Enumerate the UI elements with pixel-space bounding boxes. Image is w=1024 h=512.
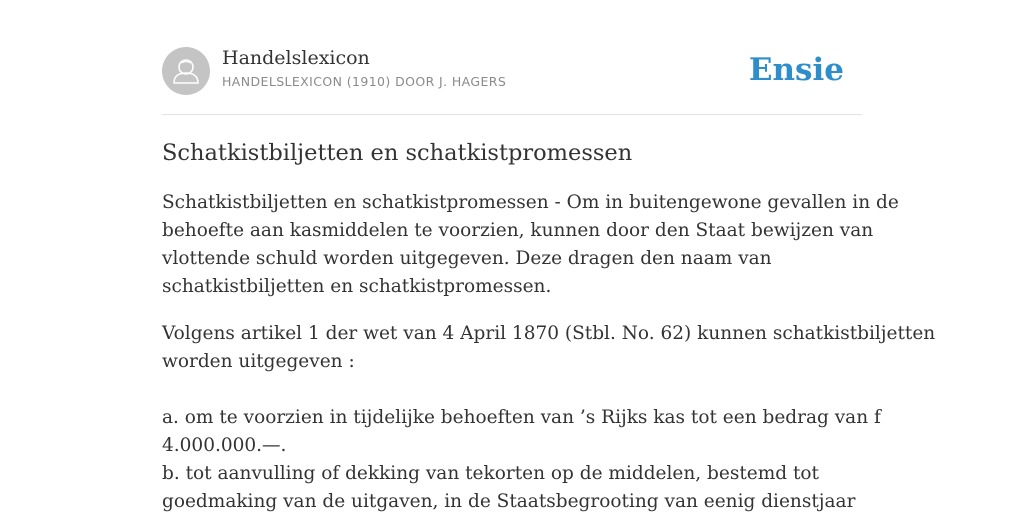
- list-line: b. tot aanvulling of dekking van tekorten op de middelen, bestemd tot: [162, 463, 819, 484]
- list-line: a. om te voorzien in tijdelijke behoeften van ’s Rijks kas tot een bedrag van f: [162, 407, 881, 428]
- paragraph-line: vlottende schuld worden uitgegeven. Deze dragen den naam van: [162, 248, 772, 269]
- paragraph-line: worden uitgegeven :: [162, 351, 355, 372]
- brand-logo[interactable]: Ensie: [748, 52, 844, 88]
- article-paragraph-2: [162, 320, 936, 512]
- user-placeholder-icon: [162, 47, 210, 95]
- list-line: 4.000.000.—.: [162, 435, 287, 456]
- article-content: [162, 138, 936, 512]
- paragraph-line: behoefte aan kasmiddelen te voorzien, kunnen door den Staat bewijzen van: [162, 220, 874, 241]
- source-avatar[interactable]: [162, 47, 210, 95]
- source-subtitle[interactable]: HANDELSLEXICON (1910) DOOR J. HAGERS: [222, 74, 507, 89]
- blank-line: [162, 376, 862, 404]
- article-paragraph-1: [162, 189, 899, 301]
- article-title: Schatkistbiljetten en schatkistpromessen: [162, 140, 633, 166]
- source-header: [162, 46, 862, 115]
- source-title[interactable]: Handelslexicon: [222, 47, 370, 69]
- paragraph-line: Volgens artikel 1 der wet van 4 April 1870 (Stbl. No. 62) kunnen schatkistbiljetten: [162, 323, 936, 344]
- paragraph-line: Schatkistbiljetten en schatkistpromessen - Om in buitengewone gevallen in de: [162, 192, 899, 213]
- list-line: goedmaking van de uitgaven, in de Staatsbegrooting van eenig dienstjaar: [162, 491, 856, 512]
- paragraph-line: schatkistbiljetten en schatkistpromessen.: [162, 276, 552, 297]
